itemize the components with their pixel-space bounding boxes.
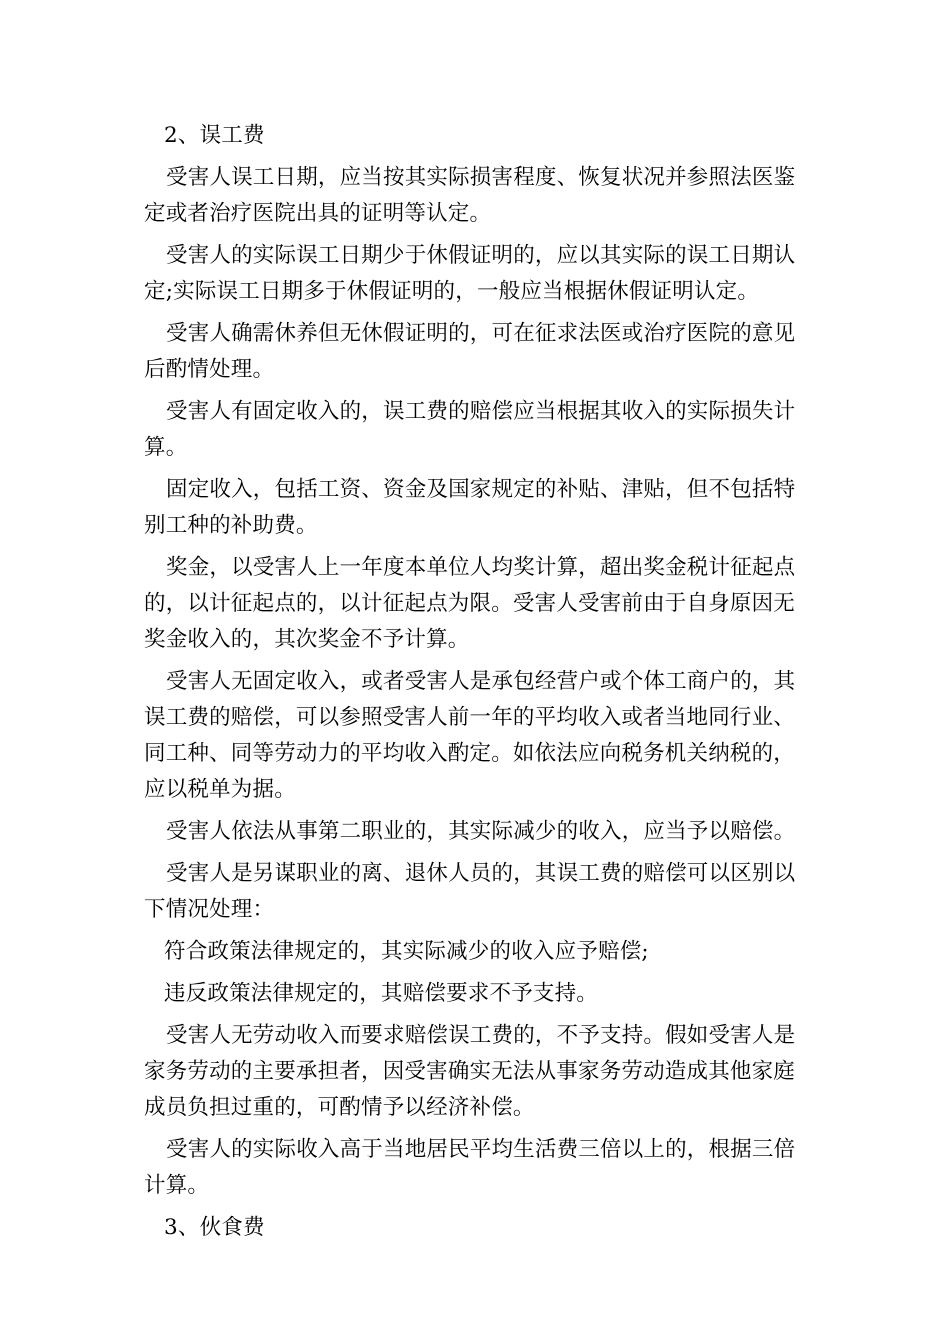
paragraph-2: 受害人的实际误工日期少于休假证明的，应以其实际的误工日期认定;实际误工日期多于休假证明的，一般应当根据休假证明认定。 [144, 243, 796, 304]
paragraph-3: 受害人确需休养但无休假证明的，可在征求法医或治疗医院的意见后酌情处理。 [144, 321, 796, 382]
paragraph-9: 受害人是另谋职业的离、退休人员的，其误工费的赔偿可以区别以下情况处理： [144, 861, 796, 922]
paragraph-4: 受害人有固定收入的，误工费的赔偿应当根据其收入的实际损失计算。 [144, 399, 796, 460]
paragraph-11: 违反政策法律规定的，其赔偿要求不予支持。 [164, 981, 599, 1006]
paragraph-12: 受害人无劳动收入而要求赔偿误工费的，不予支持。假如受害人是家务劳动的主要承担者，因受害确实无法从事家务劳动造成其他家庭成员负担过重的，可酌情予以经济补偿。 [144, 1023, 796, 1120]
paragraph-10: 符合政策法律规定的，其实际减少的收入应予赔偿; [164, 939, 649, 964]
paragraph-7: 受害人无固定收入，或者受害人是承包经营户或个体工商户的，其误工费的赔偿，可以参照受害人前一年的平均收入或者当地同行业、同工种、同等劳动力的平均收入酌定。如依法应向税务机关纳税的，应以税单为据。 [144, 669, 796, 802]
section-heading-meal-costs: 3、伙食费 [164, 1215, 265, 1240]
document-body [144, 118, 808, 1252]
paragraph-5: 固定收入，包括工资、资金及国家规定的补贴、津贴，但不包括特别工种的补助费。 [144, 477, 796, 538]
paragraph-13: 受害人的实际收入高于当地居民平均生活费三倍以上的，根据三倍计算。 [144, 1137, 796, 1198]
paragraph-6: 奖金，以受害人上一年度本单位人均奖计算，超出奖金税计征起点的，以计征起点的，以计征起点为限。受害人受害前由于自身原因无奖金收入的，其次奖金不予计算。 [144, 555, 796, 652]
section-heading-lost-wages: 2、误工费 [164, 123, 265, 148]
paragraph-1: 受害人误工日期，应当按其实际损害程度、恢复状况并参照法医鉴定或者治疗医院出具的证明等认定。 [144, 165, 796, 226]
paragraph-8: 受害人依法从事第二职业的，其实际减少的收入，应当予以赔偿。 [166, 819, 796, 844]
